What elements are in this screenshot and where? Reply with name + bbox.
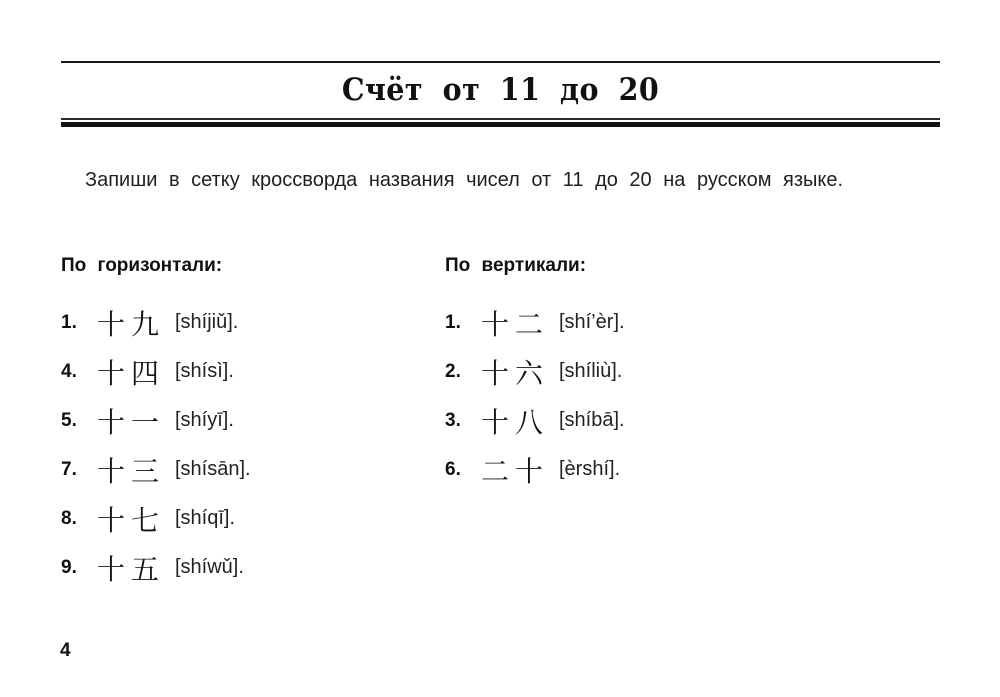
clue-number: 9. bbox=[61, 556, 77, 578]
clue-down-2 bbox=[445, 347, 625, 396]
down-clues-column bbox=[445, 252, 625, 494]
clue-hanzi: 十九 bbox=[97, 307, 166, 341]
clue-number: 4. bbox=[61, 360, 77, 382]
header-rule-top bbox=[61, 61, 940, 63]
header-rule-bottom-thin bbox=[61, 118, 940, 120]
clue-pinyin: [èrshí]. bbox=[559, 458, 621, 480]
clue-across-4 bbox=[61, 347, 251, 396]
clue-across-1 bbox=[61, 298, 251, 347]
clue-down-6 bbox=[445, 445, 625, 494]
clue-hanzi: 十三 bbox=[97, 454, 166, 488]
clue-number: 2. bbox=[445, 360, 461, 382]
clue-pinyin: [shísì]. bbox=[175, 360, 234, 382]
clue-pinyin: [shíjiǔ]. bbox=[175, 311, 239, 333]
page-number: 4 bbox=[60, 640, 71, 661]
clue-number: 7. bbox=[61, 458, 77, 480]
across-clues-column bbox=[61, 252, 251, 592]
clue-hanzi: 二十 bbox=[481, 454, 550, 488]
clue-number: 5. bbox=[61, 409, 77, 431]
clue-pinyin: [shíwǔ]. bbox=[175, 556, 244, 578]
instruction-text: Запиши в сетку кроссворда названия чисел от 11 до 20 на русском языке. bbox=[85, 169, 844, 191]
clue-pinyin: [shíliù]. bbox=[559, 360, 623, 382]
clue-across-8 bbox=[61, 494, 251, 543]
clue-down-3 bbox=[445, 396, 625, 445]
clue-across-7 bbox=[61, 445, 251, 494]
clue-pinyin: [shíqī]. bbox=[175, 507, 236, 529]
clue-across-5 bbox=[61, 396, 251, 445]
across-heading: По горизонтали: bbox=[61, 255, 223, 276]
clue-hanzi: 十一 bbox=[97, 405, 166, 439]
down-heading: По вертикали: bbox=[445, 255, 587, 276]
clue-number: 6. bbox=[445, 458, 461, 480]
clue-hanzi: 十七 bbox=[97, 503, 166, 537]
clue-across-9 bbox=[61, 543, 251, 592]
clue-hanzi: 十五 bbox=[97, 552, 166, 586]
clue-pinyin: [shíbā]. bbox=[559, 409, 625, 431]
clue-hanzi: 十八 bbox=[481, 405, 550, 439]
clue-number: 1. bbox=[445, 311, 461, 333]
clue-hanzi: 十四 bbox=[97, 356, 166, 390]
header-rule-bottom-thick bbox=[61, 122, 940, 127]
clue-hanzi: 十六 bbox=[481, 356, 550, 390]
clue-number: 8. bbox=[61, 507, 77, 529]
clue-pinyin: [shí’èr]. bbox=[559, 311, 625, 333]
clue-hanzi: 十二 bbox=[481, 307, 550, 341]
clue-number: 3. bbox=[445, 409, 461, 431]
clue-number: 1. bbox=[61, 311, 77, 333]
page-title: Счёт от 11 до 20 bbox=[341, 72, 660, 108]
clue-down-1 bbox=[445, 298, 625, 347]
clue-pinyin: [shíyī]. bbox=[175, 409, 234, 431]
clue-pinyin: [shísān]. bbox=[175, 458, 251, 480]
